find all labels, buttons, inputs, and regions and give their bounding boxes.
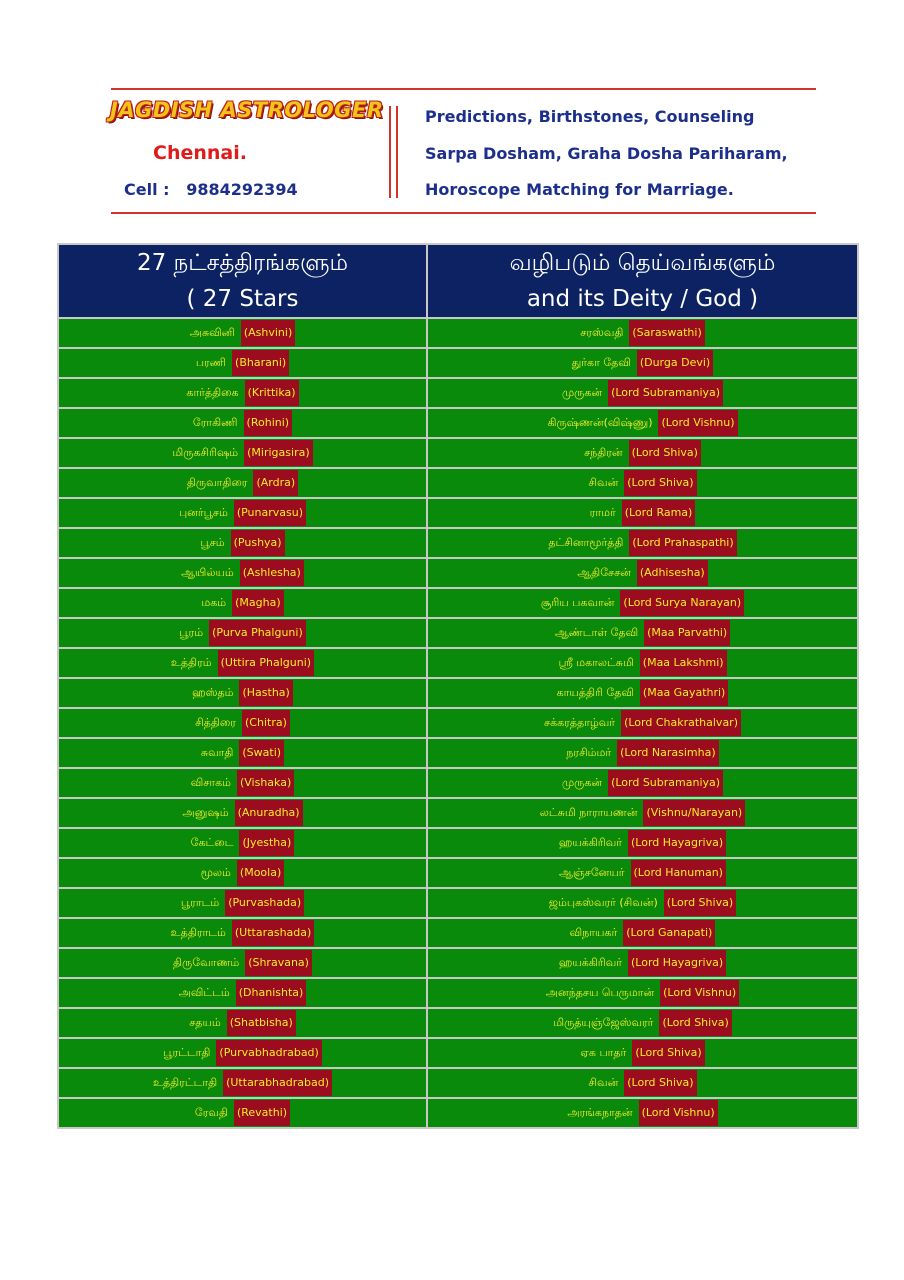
star-cell — [58, 828, 427, 858]
star-tamil-name: உத்திரட்டாதி — [152, 1076, 218, 1089]
deity-tamil-name: ஆஞ்சனேயர் — [559, 866, 625, 879]
city-label: Chennai. — [153, 142, 247, 164]
table-row — [58, 588, 858, 618]
star-english-name: (Uttarabhadrabad) — [223, 1070, 332, 1096]
star-english-name: (Ardra) — [253, 470, 298, 496]
star-english-name: (Punarvasu) — [234, 500, 306, 526]
deity-cell — [427, 498, 858, 528]
table-row — [58, 708, 858, 738]
star-english-name: (Dhanishta) — [236, 980, 307, 1006]
star-tamil-name: விசாகம் — [190, 776, 231, 789]
star-cell — [58, 618, 427, 648]
deity-english-name: (Lord Vishnu) — [658, 410, 737, 436]
star-tamil-name: உத்திராடம் — [170, 926, 226, 939]
table-header-row — [58, 244, 858, 318]
table-row — [58, 828, 858, 858]
deity-english-name: (Lord Surya Narayan) — [620, 590, 744, 616]
star-cell — [58, 948, 427, 978]
deity-english-name: (Durga Devi) — [637, 350, 713, 376]
deity-cell — [427, 318, 858, 348]
header-top-rule — [111, 88, 816, 90]
deity-tamil-name: சக்கரத்தாழ்வர் — [544, 716, 616, 729]
deity-tamil-name: சரஸ்வதி — [580, 326, 624, 339]
deity-tamil-name: முருகன் — [561, 386, 603, 399]
star-tamil-name: பூசம் — [200, 536, 225, 549]
table-row — [58, 858, 858, 888]
table-row — [58, 558, 858, 588]
table-row — [58, 1008, 858, 1038]
star-tamil-name: ரேவதி — [194, 1106, 228, 1119]
deity-cell — [427, 1098, 858, 1128]
deity-cell — [427, 828, 858, 858]
deity-cell — [427, 558, 858, 588]
star-cell — [58, 1068, 427, 1098]
star-tamil-name: திருவாதிரை — [186, 476, 248, 489]
star-english-name: (Magha) — [232, 590, 284, 616]
deity-english-name: (Lord Shiva) — [659, 1010, 731, 1036]
deity-english-name: (Lord Hayagriva) — [628, 830, 726, 856]
deity-tamil-name: லட்சுமி நாராயணன் — [539, 806, 638, 819]
star-cell — [58, 978, 427, 1008]
deity-tamil-name: கிருஷ்ணன்(விஷ்ணு) — [547, 416, 653, 429]
deity-cell — [427, 1068, 858, 1098]
star-tamil-name: கார்த்திகை — [186, 386, 239, 399]
deity-cell — [427, 378, 858, 408]
table-row — [58, 648, 858, 678]
star-tamil-name: சித்திரை — [195, 716, 236, 729]
deity-english-name: (Maa Parvathi) — [644, 620, 730, 646]
deity-english-name: (Lord Shiva) — [629, 440, 701, 466]
deity-english-name: (Maa Gayathri) — [640, 680, 728, 706]
table-row — [58, 378, 858, 408]
cell-label: Cell : — [124, 180, 170, 199]
header-stars-line1: 27 நட்சத்திரங்களும் — [136, 250, 349, 276]
deity-cell — [427, 738, 858, 768]
deity-cell — [427, 468, 858, 498]
deity-tamil-name: தட்சினாமூர்த்தி — [548, 536, 624, 549]
deity-english-name: (Lord Ganapati) — [623, 920, 715, 946]
star-english-name: (Shatbisha) — [227, 1010, 296, 1036]
header-stars-line2: ( 27 Stars — [186, 286, 299, 312]
deity-english-name: (Lord Shiva) — [632, 1040, 704, 1066]
deity-english-name: (Adhisesha) — [637, 560, 708, 586]
star-cell — [58, 768, 427, 798]
deity-cell — [427, 978, 858, 1008]
star-english-name: (Uttira Phalguni) — [218, 650, 314, 676]
header-bottom-rule — [111, 212, 816, 214]
star-english-name: (Chitra) — [242, 710, 290, 736]
table-row — [58, 678, 858, 708]
star-english-name: (Jyestha) — [239, 830, 294, 856]
table-row — [58, 1068, 858, 1098]
brand-logo-text: JAGDISH ASTROLOGER — [110, 98, 384, 122]
service-line-1: Predictions, Birthstones, Counseling — [425, 107, 755, 126]
table-row — [58, 948, 858, 978]
deity-tamil-name: அனந்தசய பெருமான் — [545, 986, 655, 999]
table-row — [58, 438, 858, 468]
star-cell — [58, 378, 427, 408]
deity-english-name: (Lord Hayagriva) — [628, 950, 726, 976]
star-english-name: (Swati) — [239, 740, 284, 766]
star-cell — [58, 468, 427, 498]
deity-tamil-name: நரசிம்மர் — [566, 746, 612, 759]
deity-english-name: (Lord Shiva) — [664, 890, 736, 916]
nakshatra-deity-table — [57, 243, 859, 1129]
deity-cell — [427, 888, 858, 918]
star-tamil-name: ஆயில்யம் — [181, 566, 234, 579]
deity-tamil-name: ஹயக்கிரிவர் — [558, 836, 622, 849]
deity-cell — [427, 858, 858, 888]
star-cell — [58, 888, 427, 918]
star-tamil-name: பூரம் — [179, 626, 204, 639]
deity-english-name: (Vishnu/Narayan) — [643, 800, 745, 826]
table-row — [58, 798, 858, 828]
deity-english-name: (Lord Vishnu) — [660, 980, 739, 1006]
star-tamil-name: பூராடம் — [180, 896, 220, 909]
star-cell — [58, 648, 427, 678]
deity-tamil-name: ஹயக்கிரிவர் — [558, 956, 622, 969]
star-tamil-name: அசுவினி — [189, 326, 235, 339]
table-row — [58, 498, 858, 528]
star-cell — [58, 1008, 427, 1038]
star-english-name: (Purva Phalguni) — [209, 620, 306, 646]
deity-english-name: (Lord Subramaniya) — [608, 770, 723, 796]
star-english-name: (Krittika) — [245, 380, 299, 406]
star-tamil-name: திருவோணம் — [173, 956, 240, 969]
deity-cell — [427, 648, 858, 678]
star-english-name: (Rohini) — [244, 410, 293, 436]
deity-tamil-name: துர்கா தேவி — [571, 356, 631, 369]
deity-cell — [427, 408, 858, 438]
star-tamil-name: ரோகிணி — [192, 416, 238, 429]
deity-english-name: (Lord Narasimha) — [617, 740, 719, 766]
star-cell — [58, 1038, 427, 1068]
star-cell — [58, 798, 427, 828]
star-english-name: (Purvabhadrabad) — [216, 1040, 321, 1066]
contact-phone — [124, 180, 298, 199]
deity-cell — [427, 348, 858, 378]
table-row — [58, 768, 858, 798]
deity-cell — [427, 918, 858, 948]
deity-cell — [427, 528, 858, 558]
star-english-name: (Bharani) — [232, 350, 289, 376]
star-english-name: (Shravana) — [245, 950, 312, 976]
table-row — [58, 918, 858, 948]
star-cell — [58, 498, 427, 528]
deity-tamil-name: சிவன் — [588, 476, 619, 489]
deity-english-name: (Lord Prahaspathi) — [629, 530, 736, 556]
deity-tamil-name: ஆதிசேசன் — [577, 566, 631, 579]
table-row — [58, 1038, 858, 1068]
star-english-name: (Mirigasira) — [244, 440, 312, 466]
star-cell — [58, 918, 427, 948]
deity-tamil-name: விநாயகர் — [569, 926, 618, 939]
table-row — [58, 528, 858, 558]
header-deity-line1: வழிபடும் தெய்வங்களும் — [509, 250, 776, 276]
star-cell — [58, 678, 427, 708]
header-deity-cell — [427, 244, 858, 318]
star-tamil-name: பரணி — [195, 356, 227, 369]
star-tamil-name: மிருகசிரிஷம் — [172, 446, 239, 459]
deity-cell — [427, 588, 858, 618]
star-english-name: (Hastha) — [239, 680, 292, 706]
deity-cell — [427, 708, 858, 738]
star-english-name: (Anuradha) — [235, 800, 303, 826]
table-row — [58, 318, 858, 348]
table-row — [58, 888, 858, 918]
star-tamil-name: சுவாதி — [200, 746, 234, 759]
star-english-name: (Ashvini) — [241, 320, 295, 346]
star-english-name: (Moola) — [237, 860, 284, 886]
cell-number: 9884292394 — [186, 180, 298, 199]
deity-tamil-name: ஏக பாதர் — [580, 1046, 627, 1059]
star-english-name: (Pushya) — [231, 530, 285, 556]
table-row — [58, 348, 858, 378]
deity-cell — [427, 1038, 858, 1068]
star-cell — [58, 318, 427, 348]
star-tamil-name: மூலம் — [200, 866, 231, 879]
deity-tamil-name: ஆண்டாள் தேவி — [554, 626, 639, 639]
table-row — [58, 468, 858, 498]
star-cell — [58, 348, 427, 378]
star-cell — [58, 558, 427, 588]
deity-tamil-name: ராமர் — [589, 506, 616, 519]
star-cell — [58, 1098, 427, 1128]
deity-english-name: (Lord Shiva) — [624, 470, 696, 496]
deity-tamil-name: காயத்திரி தேவி — [556, 686, 634, 699]
header-divider-left — [389, 106, 391, 198]
header-divider-right — [396, 106, 398, 198]
star-english-name: (Purvashada) — [225, 890, 304, 916]
star-tamil-name: அனுஷம் — [182, 806, 229, 819]
star-tamil-name: கேட்டை — [190, 836, 234, 849]
table-row — [58, 738, 858, 768]
deity-tamil-name: சிவன் — [588, 1076, 619, 1089]
deity-tamil-name: சந்திரன் — [584, 446, 623, 459]
star-cell — [58, 588, 427, 618]
deity-cell — [427, 678, 858, 708]
service-line-2: Sarpa Dosham, Graha Dosha Pariharam, — [425, 144, 788, 163]
star-tamil-name: மகம் — [201, 596, 227, 609]
star-tamil-name: புனர்பூசம் — [178, 506, 228, 519]
deity-cell — [427, 1008, 858, 1038]
star-english-name: (Ashlesha) — [240, 560, 304, 586]
table-row — [58, 618, 858, 648]
star-english-name: (Revathi) — [234, 1100, 290, 1126]
deity-english-name: (Maa Lakshmi) — [640, 650, 727, 676]
deity-tamil-name: முருகன் — [561, 776, 603, 789]
star-cell — [58, 528, 427, 558]
deity-cell — [427, 438, 858, 468]
deity-english-name: (Lord Chakrathalvar) — [621, 710, 741, 736]
star-tamil-name: சதயம் — [189, 1016, 221, 1029]
star-english-name: (Vishaka) — [237, 770, 294, 796]
deity-cell — [427, 798, 858, 828]
star-tamil-name: பூரட்டாதி — [163, 1046, 211, 1059]
deity-tamil-name: ஜம்புகஸ்வரர் (சிவன்) — [548, 896, 658, 909]
star-tamil-name: ஹஸ்தம் — [192, 686, 234, 699]
deity-tamil-name: சூரிய பகவான் — [540, 596, 615, 609]
deity-cell — [427, 948, 858, 978]
header-deity-line2: and its Deity / God ) — [526, 286, 759, 312]
deity-tamil-name: ஸ்ரீ மகாலட்சுமி — [558, 656, 634, 669]
deity-english-name: (Lord Shiva) — [624, 1070, 696, 1096]
star-cell — [58, 408, 427, 438]
header-stars-cell — [58, 244, 427, 318]
star-cell — [58, 858, 427, 888]
table-row — [58, 408, 858, 438]
deity-english-name: (Lord Rama) — [622, 500, 696, 526]
star-tamil-name: உத்திரம் — [170, 656, 212, 669]
deity-cell — [427, 618, 858, 648]
table-row — [58, 1098, 858, 1128]
star-cell — [58, 438, 427, 468]
star-english-name: (Uttarashada) — [232, 920, 314, 946]
star-cell — [58, 738, 427, 768]
deity-cell — [427, 768, 858, 798]
deity-english-name: (Saraswathi) — [629, 320, 704, 346]
deity-english-name: (Lord Hanuman) — [631, 860, 726, 886]
service-line-3: Horoscope Matching for Marriage. — [425, 180, 734, 199]
star-cell — [58, 708, 427, 738]
deity-english-name: (Lord Vishnu) — [639, 1100, 718, 1126]
table-row — [58, 978, 858, 1008]
star-tamil-name: அவிட்டம் — [178, 986, 230, 999]
deity-tamil-name: மிருத்யுஞ்ஜேஸ்வரர் — [553, 1016, 654, 1029]
deity-english-name: (Lord Subramaniya) — [608, 380, 723, 406]
deity-tamil-name: அரங்கநாதன் — [567, 1106, 633, 1119]
